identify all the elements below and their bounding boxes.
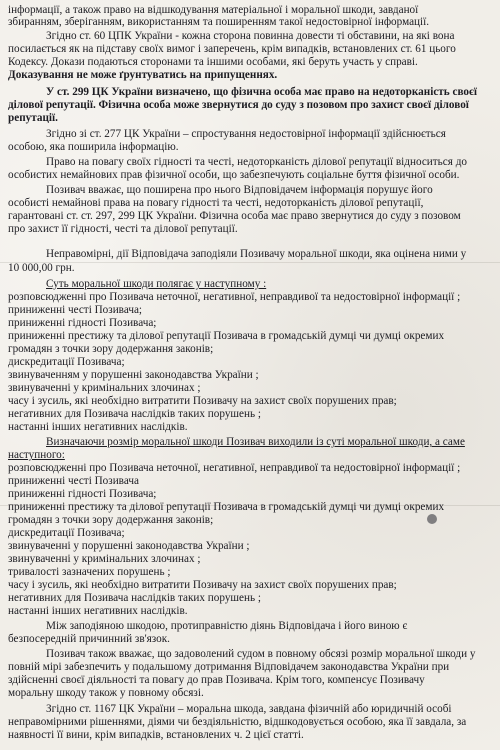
text-line: У ст. 299 ЦК України визначено, що фізична особа має право на недоторканість своєї [46, 86, 477, 98]
text-line: Позивач вважає, що поширена про нього Відповідачем інформація порушує його [46, 184, 433, 196]
list-item: розповсюдженні про Позивача неточної, негативної, неправдивої та недостовірної інформації ; [8, 291, 461, 303]
list-item: звинуваченні у кримінальних злочинах ; [8, 382, 201, 394]
list-item: приниженні престижу та ділової репутації Позивача в громадській думці чи думці окремих [8, 501, 445, 513]
list-item: часу і зусиль, які необхідно витратити Позивачу на захист своїх порушених прав; [8, 579, 397, 591]
text-line: Неправомірні, дії Відповідача заподіяли Позивачу моральної шкоди, яка оцінена ними у [46, 248, 467, 260]
text-line: гарантовані ст. ст. 297, 299 ЦК України. Фізична особа має право звернутися до суду з позовом [8, 210, 461, 222]
text-line: про захист її гідності, честі та ділової репутації. [8, 223, 238, 235]
list-item: звинуваченні у порушенні законодавства України ; [8, 540, 250, 552]
list-item: дискредитації Позивача; [8, 527, 125, 539]
text-line: Кодексу. Докази подаються сторонами та іншими особами, які беруть участь у справі. [8, 56, 418, 68]
list-item: розповсюдженні про Позивача неточної, негативної, неправдивої та недостовірної інформації ; [8, 462, 461, 474]
text-line: наявності її вини, крім випадків, встановлених ч. 2 цієї статті. [8, 729, 304, 741]
list-item: негативних для Позивача наслідків таких порушень ; [8, 408, 262, 420]
text-line: ділової репутації. Фізична особа може звернутися до суду з позовом про захист своєї ділової [8, 99, 469, 111]
text-line: повній мірі забезпечить у подальшому дотримання Відповідачем законодавства України при [8, 661, 450, 673]
text-line: інформації, а також право на відшкодування матеріальної і моральної шкоди, завданої [8, 4, 419, 16]
list-item: тривалості зазначених порушень ; [8, 566, 171, 578]
list-item: настанні інших негативних наслідків. [8, 605, 188, 617]
text-line: особою, яка поширила інформацію. [8, 141, 179, 153]
text-line: збиранням, зберіганням, використанням та поширенням такої недостовірної інформації. [8, 16, 430, 28]
list-item: громадян з точки зору додержання законів; [8, 343, 214, 355]
text-line: особистих немайнових прав фізичної особи, що забезпечують соціальне буття фізичної особи. [8, 169, 460, 181]
text-line: репутації. [8, 112, 58, 124]
list-item: часу і зусиль, які необхідно витратити Позивачу на захист своїх порушених прав; [8, 395, 397, 407]
list-item: приниженні престижу та ділової репутації Позивача в громадській думці чи думці окремих [8, 330, 445, 342]
text-line: посилається як на підставу своїх вимог і заперечень, крім випадків, встановлених ст. 61 цього [8, 43, 456, 55]
list-item: звинуваченні у кримінальних злочинах ; [8, 553, 201, 565]
list-item: громадян з точки зору додержання законів; [8, 514, 214, 526]
text-line: Право на повагу своїх гідності та честі, недоторканість ділової репутації відноситься до [46, 156, 467, 168]
ink-smudge [427, 514, 437, 524]
text-line: неправомірними рішеннями, діями чи бездіяльністю, відшкодовується особою, яка її завдала, за [8, 716, 467, 728]
section-heading: Суть моральної шкоди полягає у наступному : [46, 278, 267, 290]
text-line: здійсненні своєї діяльності та повагу до прав Позивача. Крім того, компенсує Позивачу [8, 674, 425, 686]
section-heading: наступного: [8, 449, 65, 461]
list-item: звинуваченням у порушенні законодавства України ; [8, 369, 259, 381]
list-item: дискредитації Позивача; [8, 356, 125, 368]
text-line: Доказування не може ґрунтуватись на припущеннях. [8, 69, 278, 81]
list-item: приниженні честі Позивача; [8, 304, 143, 316]
text-line: Між заподіяною шкодою, протиправністю діянь Відповідача і його виною є [46, 620, 408, 632]
list-item: приниженні гідності Позивача; [8, 317, 157, 329]
list-item: приниженні гідності Позивача; [8, 488, 157, 500]
text-line: Згідно ст. 1167 ЦК України – моральна шкода, завдана фізичній або юридичній особі [46, 703, 452, 715]
text-line: особисті немайнові права на повагу гідності та честі, недоторканість ділової репутації, [8, 197, 424, 209]
text-line: Згідно ст. 60 ЦПК України - кожна сторона повинна довести ті обставини, на які вона [46, 30, 455, 42]
text-line: 10 000,00 грн. [8, 262, 75, 274]
section-heading: Визначаючи розмір моральної шкоди Позивач виходили із суті моральної шкоди, а саме [46, 436, 465, 448]
list-item: настанні інших негативних наслідків. [8, 421, 188, 433]
text-line: безпосередній причинний зв'язок. [8, 633, 170, 645]
text-line: моральну шкоду також у повному обсязі. [8, 687, 204, 699]
list-item: негативних для Позивача наслідків таких порушень ; [8, 592, 262, 604]
text-line: Позивач також вважає, що задоволений судом в повному обсязі розмір моральної шкоди у [46, 648, 476, 660]
list-item: приниженні честі Позивача [8, 475, 139, 487]
text-line: Згідно зі ст. 277 ЦК України – спростування недостовірної інформації здійснюється [46, 128, 446, 140]
